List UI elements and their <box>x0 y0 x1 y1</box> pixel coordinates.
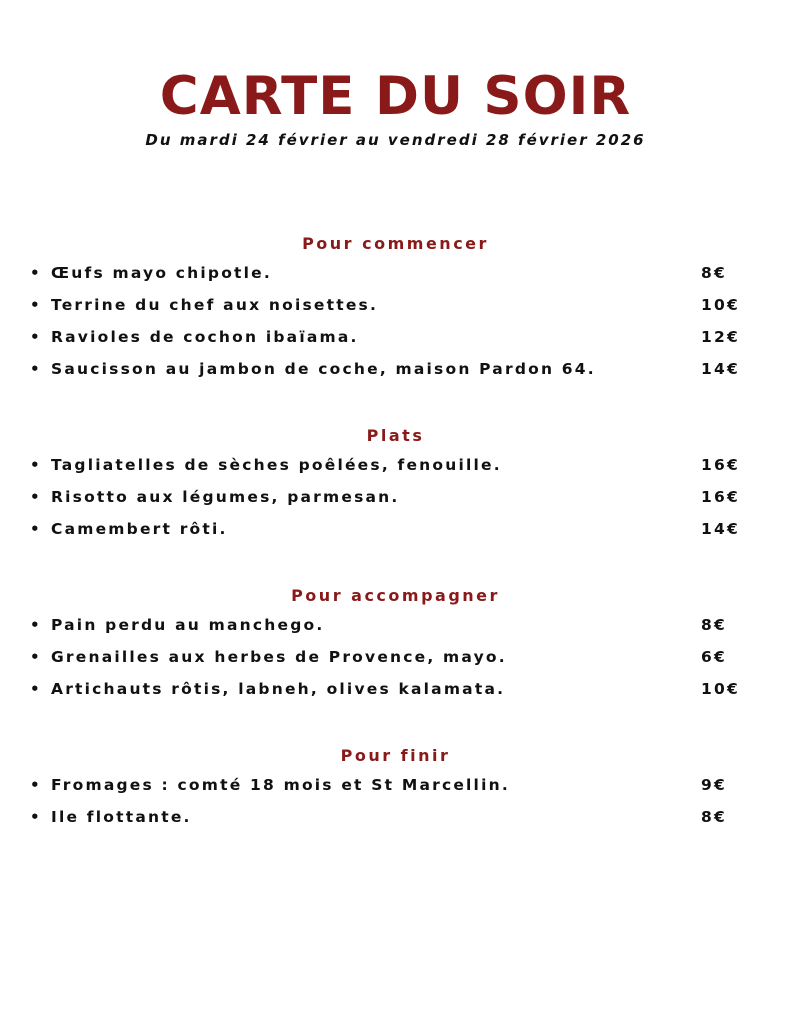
item-name: Artichauts rôtis, labneh, olives kalamata. <box>51 680 506 698</box>
menu-item <box>0 518 791 550</box>
section-title: Plats <box>366 426 425 445</box>
section-pour-accompagner <box>0 585 791 710</box>
menu-item <box>0 678 791 710</box>
menu-item <box>0 806 791 838</box>
item-price: 10€ <box>701 680 740 698</box>
bullet-icon: • <box>30 328 40 346</box>
date-range-subtitle: Du mardi 24 février au vendredi 28 février 2026 <box>145 131 646 149</box>
item-name: Ravioles de cochon ibaïama. <box>51 328 359 346</box>
menu-item <box>0 774 791 806</box>
bullet-icon: • <box>30 808 40 826</box>
item-price: 8€ <box>701 808 727 826</box>
item-price: 9€ <box>701 776 727 794</box>
item-name: Grenailles aux herbes de Provence, mayo. <box>51 648 507 666</box>
section-title: Pour finir <box>340 746 451 765</box>
bullet-icon: • <box>30 648 40 666</box>
item-name: Risotto aux légumes, parmesan. <box>51 488 400 506</box>
bullet-icon: • <box>30 520 40 538</box>
item-name: Camembert rôti. <box>51 520 228 538</box>
menu-list <box>0 454 791 550</box>
item-price: 12€ <box>701 328 740 346</box>
bullet-icon: • <box>30 456 40 474</box>
bullet-icon: • <box>30 616 40 634</box>
item-price: 8€ <box>701 616 727 634</box>
menu-item <box>0 262 791 294</box>
menu-item <box>0 486 791 518</box>
menu-item <box>0 614 791 646</box>
item-price: 16€ <box>701 456 740 474</box>
item-name: Terrine du chef aux noisettes. <box>51 296 379 314</box>
section-plats <box>0 425 791 550</box>
item-price: 10€ <box>701 296 740 314</box>
section-title: Pour accompagner <box>291 586 500 605</box>
bullet-icon: • <box>30 296 40 314</box>
item-name: Œufs mayo chipotle. <box>51 264 272 282</box>
menu-item <box>0 358 791 390</box>
menu-item <box>0 454 791 486</box>
item-name: Tagliatelles de sèches poêlées, fenouille. <box>51 456 502 474</box>
bullet-icon: • <box>30 680 40 698</box>
menu-item <box>0 646 791 678</box>
bullet-icon: • <box>30 776 40 794</box>
item-price: 16€ <box>701 488 740 506</box>
item-name: Pain perdu au manchego. <box>51 616 325 634</box>
item-name: Ile flottante. <box>51 808 192 826</box>
bullet-icon: • <box>30 488 40 506</box>
item-name: Saucisson au jambon de coche, maison Pardon 64. <box>51 360 596 378</box>
section-title: Pour commencer <box>302 234 489 253</box>
menu-list <box>0 774 791 838</box>
item-name: Fromages : comté 18 mois et St Marcellin. <box>51 776 510 794</box>
bullet-icon: • <box>30 264 40 282</box>
section-pour-commencer <box>0 233 791 390</box>
bullet-icon: • <box>30 360 40 378</box>
menu-item <box>0 326 791 358</box>
menu-list <box>0 262 791 390</box>
menu-item <box>0 294 791 326</box>
section-pour-finir <box>0 745 791 838</box>
item-price: 8€ <box>701 264 727 282</box>
item-price: 6€ <box>701 648 727 666</box>
item-price: 14€ <box>701 520 740 538</box>
menu-list <box>0 614 791 710</box>
page-title: CARTE DU SOIR <box>159 66 632 127</box>
item-price: 14€ <box>701 360 740 378</box>
